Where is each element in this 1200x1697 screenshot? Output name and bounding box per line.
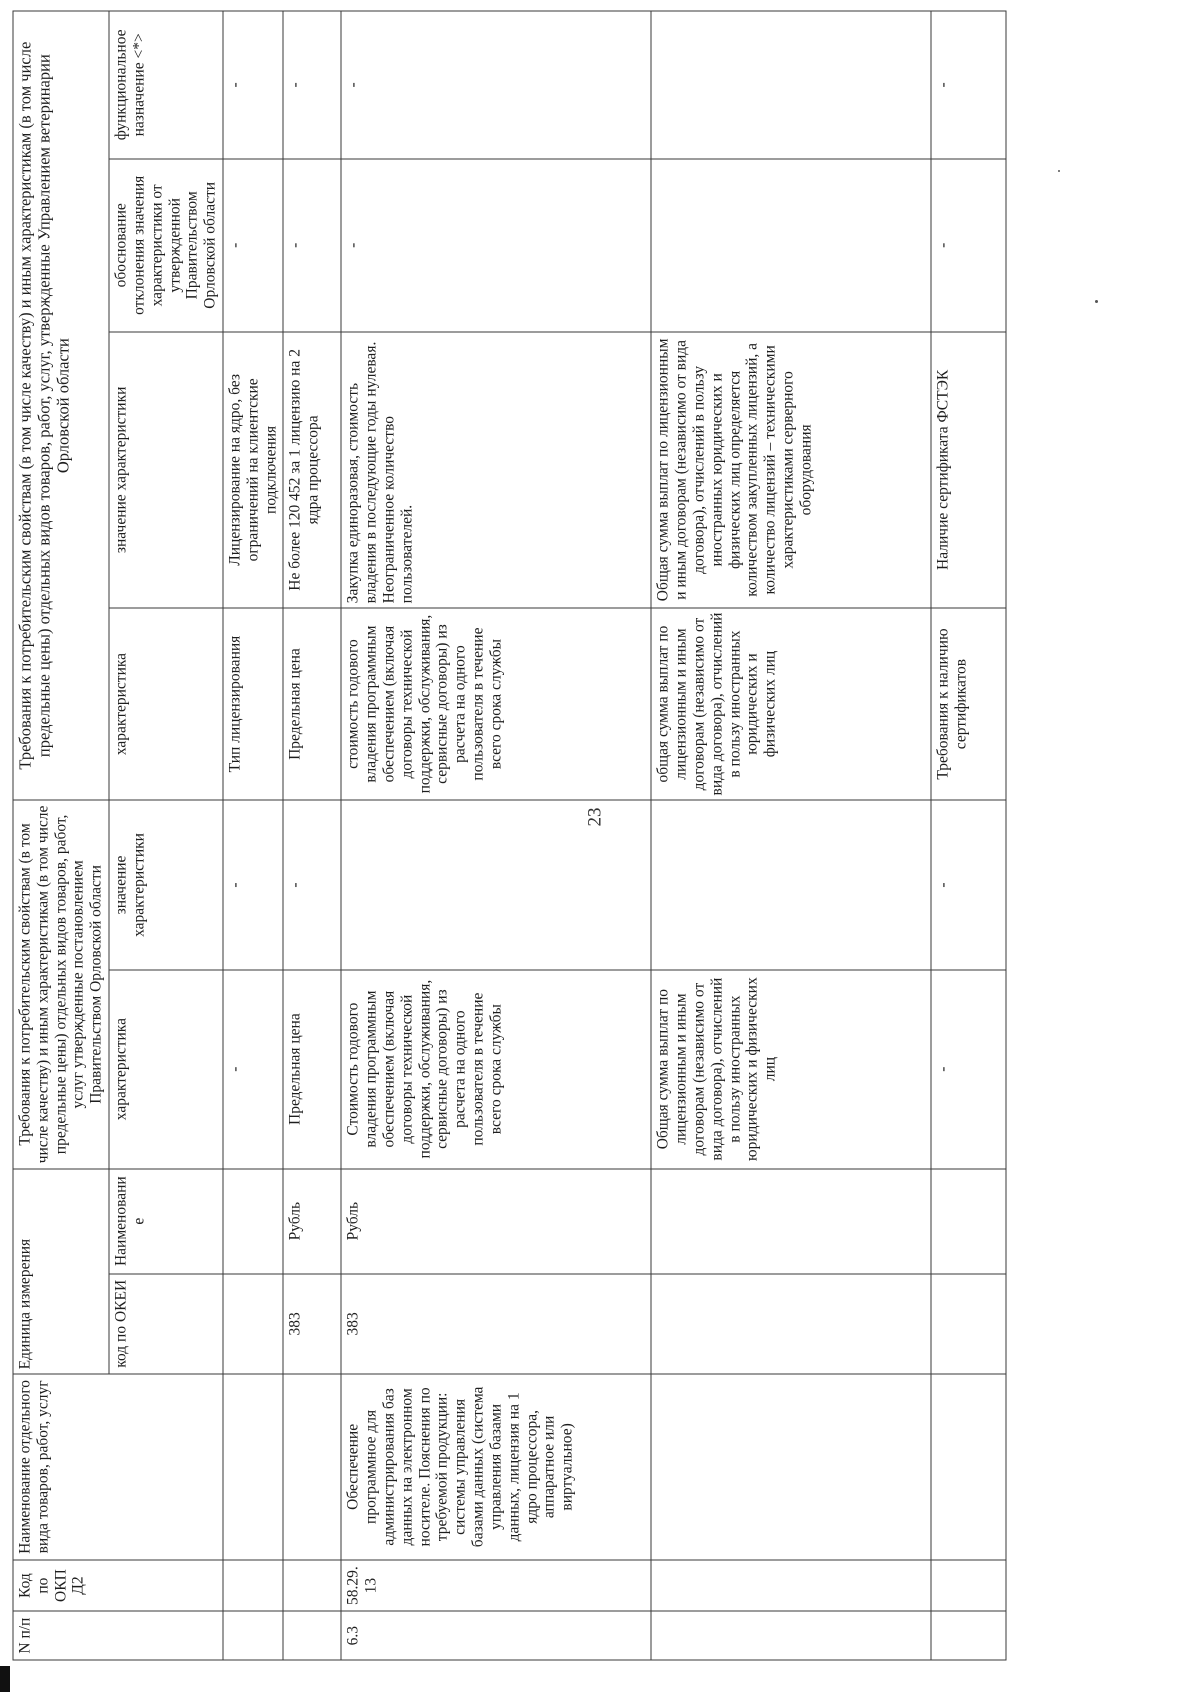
scan-speck: [1095, 300, 1098, 303]
header-unit-name: Наименование: [109, 1169, 223, 1274]
cell-dept-value: Наличие сертификата ФСТЭК: [931, 332, 1006, 608]
cell-name: [223, 1374, 283, 1560]
cell-num: 6.3: [341, 1611, 651, 1660]
cell-dept-char: Тип лицензирования: [223, 608, 283, 800]
table-row: [931, 11, 1006, 1660]
cell-dept-value: Не более 120 452 за 1 лицензию на 2 ядра процессора: [283, 332, 341, 608]
rotated-table-container: [13, 11, 1158, 1661]
cell-name: [651, 1374, 931, 1560]
header-dept-char: характеристика: [109, 608, 223, 800]
cell-unit-code: [223, 1274, 283, 1374]
header-unit: Единица измерения: [13, 1169, 109, 1374]
cell-gov-char: Стоимость годового владения программным обеспечением (включая договоры технической поддержки, обслуживания, сервисные договоры) из расчета на одного пользователя в течение всего срока службы: [341, 970, 651, 1169]
requirements-table: [13, 11, 1007, 1661]
cell-gov-value: -: [223, 800, 283, 969]
cell-unit-name: [223, 1169, 283, 1274]
cell-dept-char: общая сумма выплат по лицензионным и иным договорам (независимо от вида договора), отчислений в пользу иностранных юридических и физических лиц: [651, 608, 931, 800]
cell-dept-value: Общая сумма выплат по лицензионным и иным договорам (независимо от вида договора), отчислений в пользу иностранных юридических и физических лиц определяется количеством закупленных лицензий, а количество лицензий – техническими характеристиками серверного оборудования: [651, 332, 931, 608]
cell-gov-char: -: [223, 970, 283, 1169]
cell-num: [283, 1611, 341, 1660]
cell-dept-reason: -: [283, 159, 341, 332]
cell-unit-name: Рубль: [283, 1169, 341, 1274]
table-row: [341, 11, 651, 1660]
cell-gov-value: -: [931, 800, 1006, 969]
cell-okpd: [283, 1560, 341, 1611]
header-okpd: Код по ОКПД2: [13, 1560, 223, 1611]
table-row: [283, 11, 341, 1660]
cell-dept-char: стоимость годового владения программным обеспечением (включая договоры технической поддержки, обслуживания, сервисные договоры) из расчета на одного пользователя в течение всего срока службы: [341, 608, 651, 800]
cell-num: [931, 1611, 1006, 1660]
cell-name: [283, 1374, 341, 1560]
cell-dept-purpose: -: [341, 11, 651, 159]
cell-dept-purpose: -: [223, 11, 283, 159]
cell-dept-char: Требования к наличию сертификатов: [931, 608, 1006, 800]
header-num: N п/п: [13, 1611, 223, 1660]
header-gov-char: характеристика: [109, 970, 223, 1169]
header-dept-group: Требования к потребительским свойствам (в том числе качеству) и иным характеристикам (в том числе предельные цены) отдельных видов товаров, работ, услуг, утвержденные Управлением ветеринарии Орловской области: [13, 11, 109, 800]
table-row: [651, 11, 931, 1660]
cell-unit-name: Рубль: [341, 1169, 651, 1274]
cell-unit-code: [651, 1274, 931, 1374]
cell-okpd: [651, 1560, 931, 1611]
cell-dept-value: Лицензирование на ядро, без ограничений на клиентские подключения: [223, 332, 283, 608]
cell-dept-value: Закупка единоразовая, стоимость владения в последующие годы нулевая. Неограниченное количество пользователей.: [341, 332, 651, 608]
scan-edge-mark: [0, 1666, 10, 1692]
cell-dept-reason: [651, 159, 931, 332]
cell-unit-name: [931, 1169, 1006, 1274]
cell-gov-char: Предельная цена: [283, 970, 341, 1169]
cell-gov-value: [651, 800, 931, 969]
cell-dept-purpose: [651, 11, 931, 159]
cell-gov-char: -: [931, 970, 1006, 1169]
cell-num: [223, 1611, 283, 1660]
scan-speck: [1058, 170, 1060, 172]
header-unit-code: код по ОКЕИ: [109, 1274, 223, 1374]
cell-unit-code: 383: [341, 1274, 651, 1374]
cell-dept-purpose: -: [931, 11, 1006, 159]
cell-gov-value: -: [283, 800, 341, 969]
header-dept-value: значение характеристики: [109, 332, 223, 608]
header-dept-purpose: функциональное назначение <*>: [109, 11, 223, 159]
cell-dept-char: Предельная цена: [283, 608, 341, 800]
cell-name: [931, 1374, 1006, 1560]
cell-dept-reason: -: [341, 159, 651, 332]
cell-dept-reason: -: [223, 159, 283, 332]
cell-gov-value: [341, 800, 651, 969]
header-name: Наименование отдельного вида товаров, работ, услуг: [13, 1374, 223, 1560]
cell-unit-code: 383: [283, 1274, 341, 1374]
header-gov-value: значение характеристики: [109, 800, 223, 969]
header-dept-reason: обоснование отклонения значения характеристики от утвержденной Правительством Орловской области: [109, 159, 223, 332]
cell-okpd: [223, 1560, 283, 1611]
cell-okpd: [931, 1560, 1006, 1611]
page-number: 23: [584, 807, 606, 827]
cell-unit-name: [651, 1169, 931, 1274]
cell-name: Обеспечение программное для администрирования баз данных на электронном носителе. Пояснения по требуемой продукции: системы управления базами данных (система управления базами данных, лицензия на 1 ядро процессора, аппаратное или виртуальное): [341, 1374, 651, 1560]
cell-gov-char: Общая сумма выплат по лицензионным и иным договорам (независимо от вида договора), отчислений в пользу иностранных юридических и физических лиц: [651, 970, 931, 1169]
cell-num: [651, 1611, 931, 1660]
cell-okpd: 58.29.13: [341, 1560, 651, 1611]
cell-unit-code: [931, 1274, 1006, 1374]
header-gov-group: Требования к потребительским свойствам (в том числе качеству) и иным характеристикам (в том числе предельные цены) отдельных видов товаров, работ, услуг утвержденные постановлением Правительством Орловской области: [13, 800, 109, 1168]
table-row: [223, 11, 283, 1660]
table-header-row-1: [13, 11, 109, 1660]
cell-dept-purpose: -: [283, 11, 341, 159]
cell-dept-reason: -: [931, 159, 1006, 332]
